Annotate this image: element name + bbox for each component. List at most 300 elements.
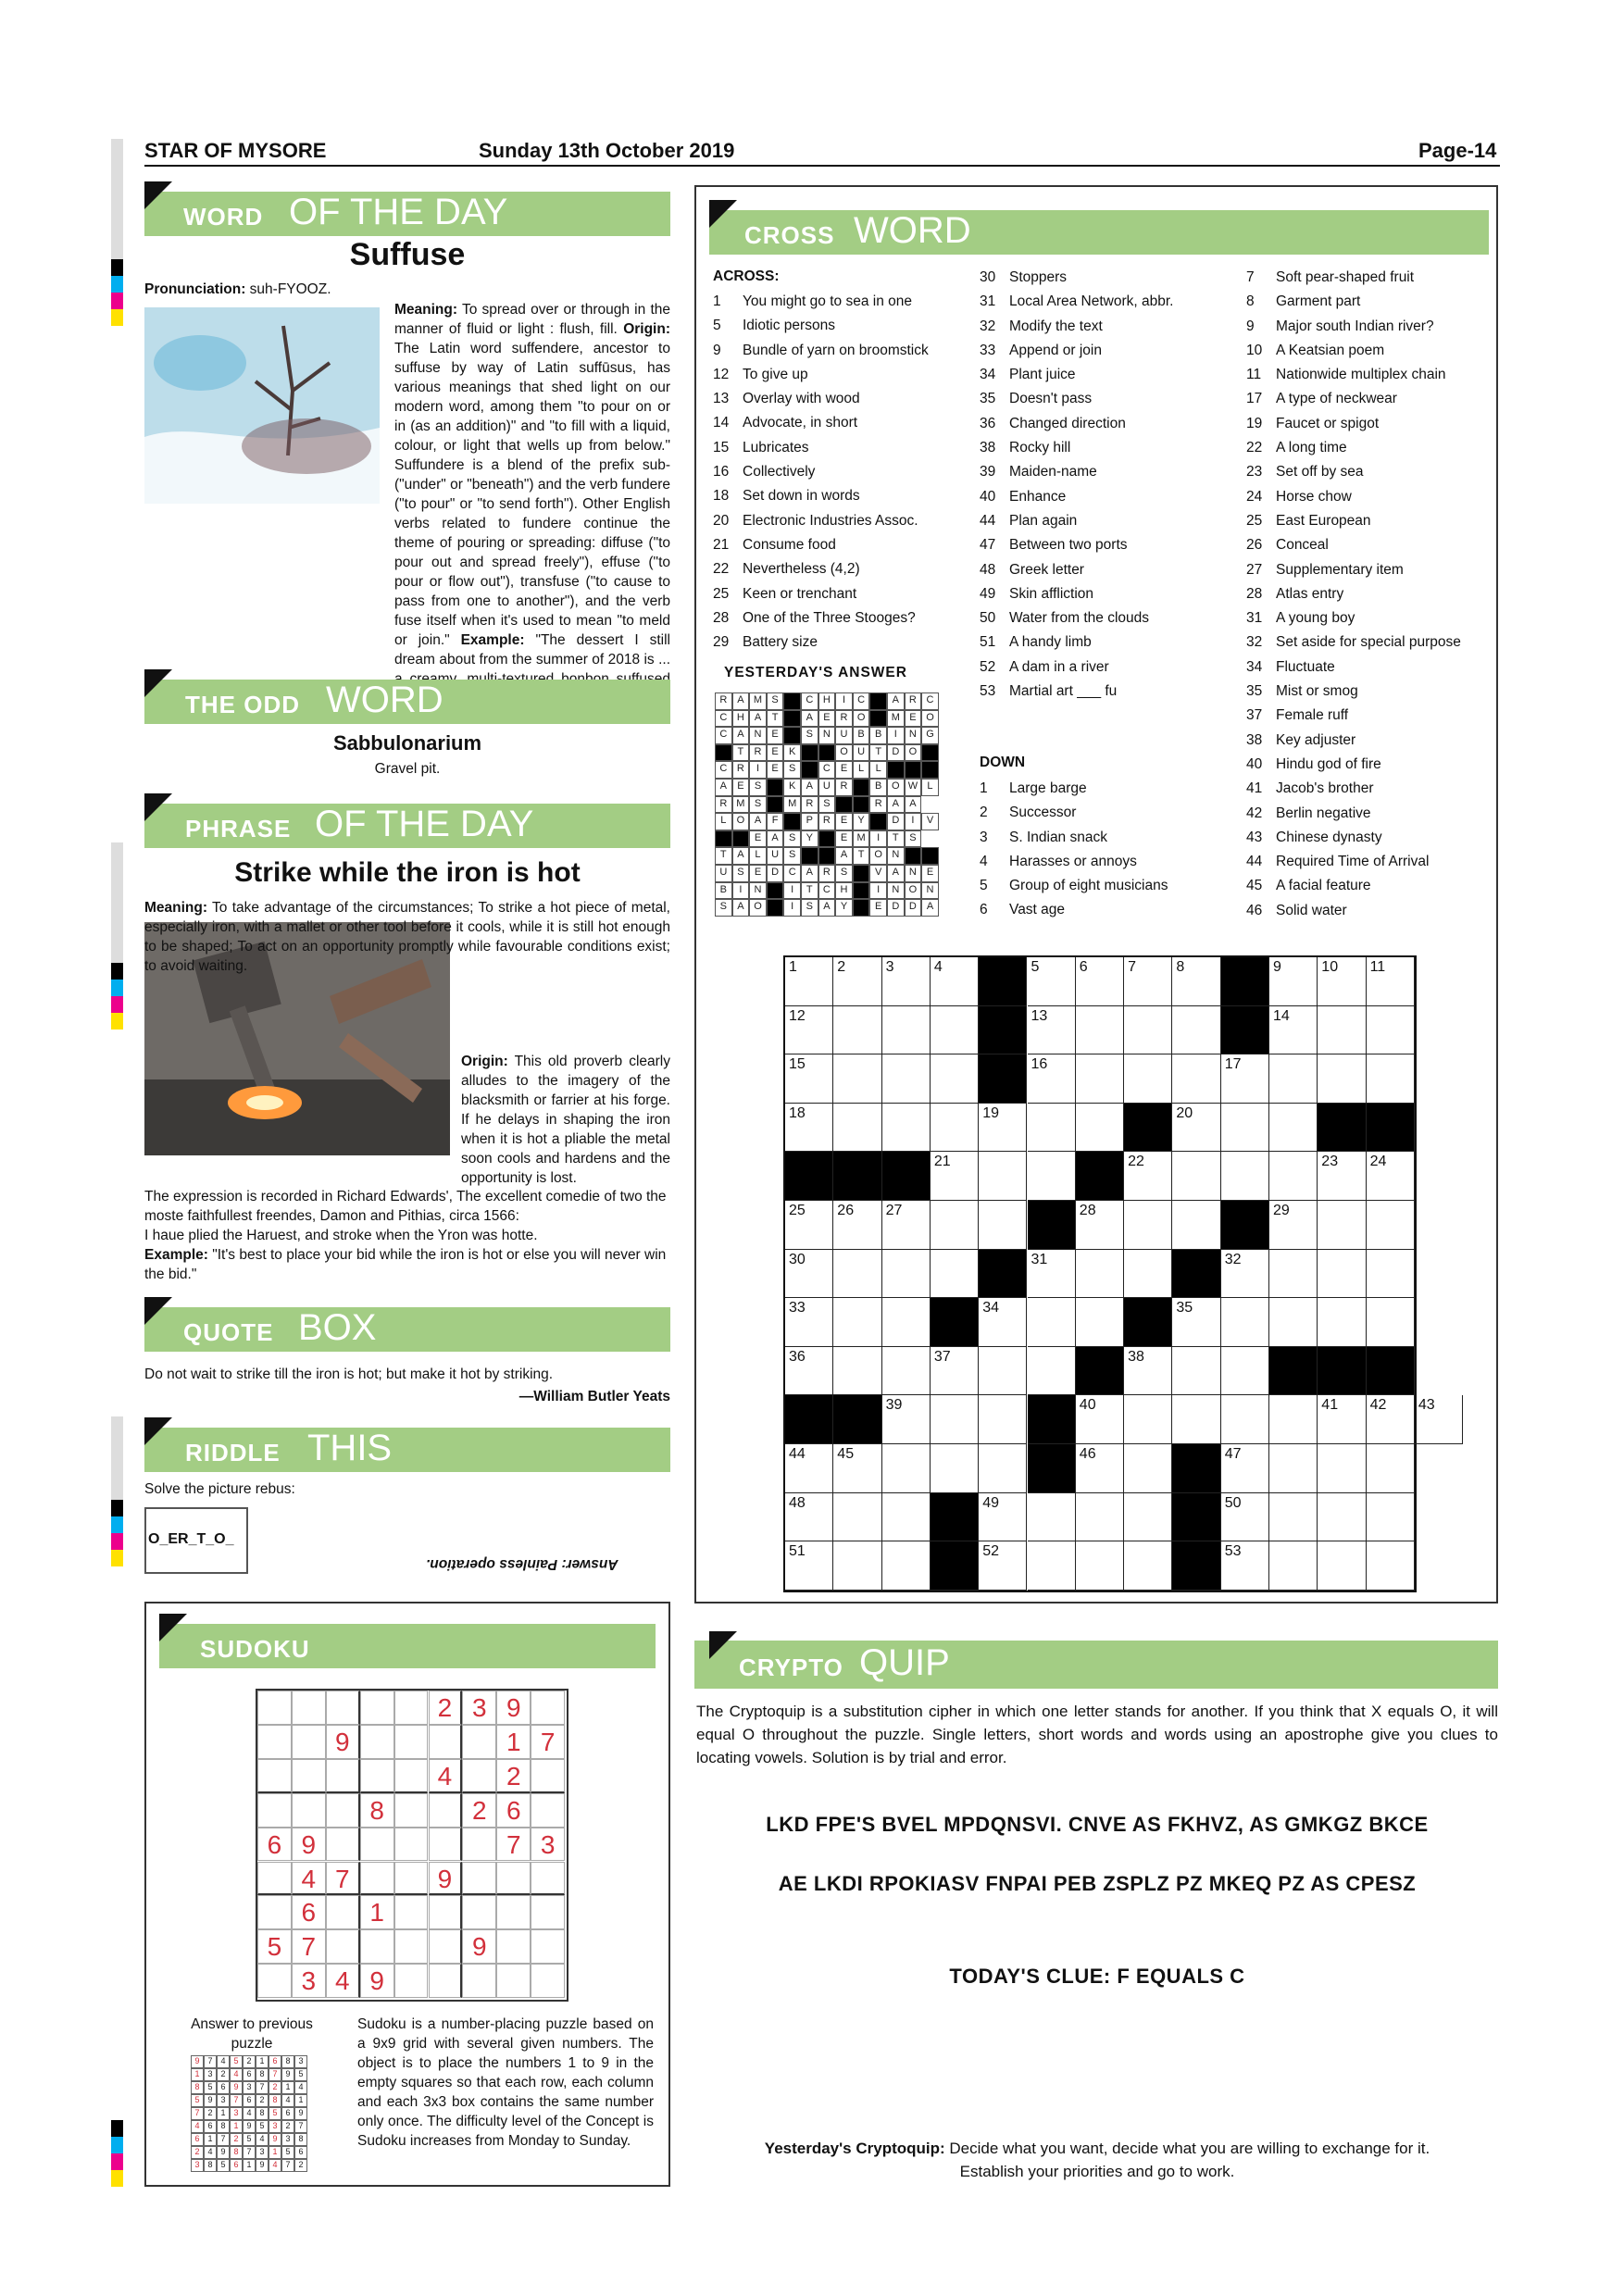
clue-text: Required Time of Arrival (1276, 854, 1430, 870)
crossword-cell[interactable] (833, 1541, 881, 1591)
crossword-cell[interactable]: 15 (785, 1054, 833, 1104)
crossword-cell[interactable] (1172, 1006, 1220, 1055)
sudoku-empty-cell[interactable] (326, 1759, 360, 1793)
crossword-cell[interactable] (833, 1054, 881, 1104)
crossword-cell[interactable] (979, 1152, 1027, 1201)
band-label-large: WORD (326, 680, 443, 720)
prev-puzzle-cell: 4 (269, 2159, 281, 2172)
crossword-cell[interactable]: 31 (1028, 1250, 1076, 1299)
clue-number: 35 (1246, 683, 1263, 700)
phrase-origin (461, 1052, 670, 1188)
sudoku-empty-cell[interactable] (496, 1895, 531, 1929)
crossword-cell[interactable]: 46 (1076, 1444, 1124, 1493)
prev-puzzle-cell: 8 (281, 2055, 294, 2068)
crossword-cell[interactable]: 48 (785, 1493, 833, 1542)
crossword-cell[interactable] (1269, 1493, 1318, 1542)
crossword-cell[interactable]: 44 (785, 1444, 833, 1493)
sudoku-empty-cell[interactable] (292, 1691, 326, 1725)
crossword-cell[interactable] (931, 1444, 979, 1493)
clue (980, 412, 1174, 436)
crossword-cell[interactable] (1028, 1298, 1076, 1347)
crossword-cell[interactable]: 50 (1221, 1493, 1269, 1542)
sudoku-empty-cell[interactable] (531, 1964, 565, 1998)
prev-puzzle-cell: 5 (191, 2094, 204, 2107)
odd-word-title: Sabbulonarium (332, 731, 482, 755)
crossword-cell[interactable] (931, 1104, 979, 1153)
clue-number: 48 (980, 561, 996, 578)
crossword-cell[interactable] (931, 1006, 979, 1055)
clue-number: 29 (713, 634, 730, 651)
answer-cell: S (783, 830, 801, 848)
answer-cell: A (715, 779, 732, 796)
crossword-cell[interactable] (1269, 1541, 1318, 1591)
crossword-cell[interactable]: 12 (785, 1006, 833, 1055)
crossword-cell[interactable] (1172, 1152, 1220, 1201)
crossword-cell[interactable] (979, 1444, 1027, 1493)
meaning-text: To spread over or through in the manner of fluid or light : flush, fill. (394, 302, 670, 337)
crossword-cell[interactable] (1172, 1201, 1220, 1250)
crossword-cell[interactable] (882, 1006, 931, 1055)
sudoku-empty-cell[interactable] (360, 1929, 394, 1964)
answer-cell: L (921, 779, 939, 796)
crossword-cell[interactable] (882, 1054, 931, 1104)
crossword-cell[interactable] (1367, 1201, 1415, 1250)
crossword-cell[interactable] (1076, 1054, 1124, 1104)
sudoku-empty-cell[interactable] (531, 1929, 565, 1964)
crossword-cell[interactable] (882, 1444, 931, 1493)
crossword-cell[interactable]: 23 (1318, 1152, 1366, 1201)
sudoku-empty-cell[interactable] (360, 1691, 394, 1725)
sudoku-empty-cell[interactable] (394, 1691, 429, 1725)
sudoku-empty-cell[interactable] (257, 1759, 292, 1793)
crossword-cell[interactable]: 41 (1318, 1395, 1366, 1444)
crossword-cell[interactable] (1028, 1104, 1076, 1153)
answer-black-cell (853, 882, 870, 900)
crossword-cell[interactable] (882, 1104, 931, 1153)
crossword-cell[interactable]: 2 (833, 957, 881, 1006)
crossword-cell[interactable]: 29 (1269, 1201, 1318, 1250)
answer-cell: P (801, 813, 818, 830)
sudoku-given-cell: 1 (496, 1725, 531, 1759)
crossword-cell[interactable]: 52 (979, 1541, 1027, 1591)
crossword-cell[interactable] (1318, 1493, 1366, 1542)
clue (713, 290, 929, 314)
clue-text: Consume food (743, 536, 836, 553)
crossword-cell[interactable] (1367, 1250, 1415, 1299)
crossword-cell[interactable] (1318, 1444, 1366, 1493)
crossword-cell[interactable] (1172, 1347, 1220, 1396)
clue-number: 9 (713, 342, 721, 358)
sudoku-empty-cell[interactable] (462, 1759, 496, 1793)
clue-text: Harasses or annoys (1009, 853, 1137, 869)
clue-number: 19 (1246, 415, 1263, 431)
answer-cell: M (749, 693, 767, 710)
sudoku-empty-cell[interactable] (394, 1895, 429, 1929)
crossword-cell[interactable] (882, 1493, 931, 1542)
crossword-cell[interactable] (1269, 1152, 1318, 1201)
answer-cell: E (921, 865, 939, 882)
prev-puzzle-cell: 9 (294, 2107, 307, 2120)
clue-text: Maiden-name (1009, 464, 1097, 480)
answer-black-cell (853, 865, 870, 882)
crossword-cell[interactable] (833, 1250, 881, 1299)
crossword-cell[interactable]: 20 (1172, 1104, 1220, 1153)
clue-number: 52 (980, 658, 996, 675)
crossword-cell[interactable] (1221, 1152, 1269, 1201)
yesterday-cryptoquip-line-2: Establish your priorities and go to work. (959, 2163, 1235, 2180)
sudoku-given-cell: 2 (429, 1691, 463, 1725)
prev-puzzle-cell: 7 (256, 2081, 269, 2094)
clue-number: 32 (1246, 634, 1263, 651)
answer-cell: S (715, 899, 732, 917)
prev-puzzle-cell: 4 (256, 2133, 269, 2146)
sudoku-empty-cell[interactable] (326, 1691, 360, 1725)
sudoku-empty-cell[interactable] (257, 1895, 292, 1929)
sudoku-empty-cell[interactable] (257, 1862, 292, 1896)
crossword-cell[interactable]: 33 (785, 1298, 833, 1347)
crossword-cell[interactable]: 10 (1318, 957, 1366, 1006)
crossword-cell[interactable] (1318, 1054, 1366, 1104)
answer-black-cell (783, 727, 801, 744)
pronunciation-value: suh-FYOOZ. (245, 281, 331, 297)
registration-yellow (111, 1550, 123, 1566)
crossword-cell[interactable] (1124, 1250, 1172, 1299)
clue (1246, 485, 1461, 509)
crossword-cell[interactable]: 26 (833, 1201, 881, 1250)
prev-puzzle-cell: 1 (281, 2081, 294, 2094)
crossword-cell[interactable] (1028, 1152, 1076, 1201)
crossword-cell[interactable] (1269, 1298, 1318, 1347)
crossword-cell[interactable] (833, 1493, 881, 1542)
crossword-cell[interactable] (979, 1395, 1027, 1444)
answer-cell: R (818, 813, 836, 830)
sudoku-empty-cell[interactable] (429, 1964, 463, 1998)
prev-puzzle-cell: 5 (269, 2107, 281, 2120)
answer-cell: A (801, 865, 818, 882)
sudoku-empty-cell[interactable] (531, 1895, 565, 1929)
crossword-cell[interactable] (882, 1250, 931, 1299)
crossword-cell[interactable]: 38 (1124, 1347, 1172, 1396)
crossword-cell[interactable] (833, 1006, 881, 1055)
crossword-cell[interactable] (1367, 1054, 1415, 1104)
crossword-cell[interactable] (1367, 1541, 1415, 1591)
crossword-cell[interactable] (1124, 1493, 1172, 1542)
crossword-cell[interactable] (1124, 1006, 1172, 1055)
crossword-cell[interactable] (1172, 1395, 1220, 1444)
crossword-cell[interactable]: 11 (1367, 957, 1415, 1006)
clue (980, 850, 1168, 874)
crossword-cell[interactable]: 51 (785, 1541, 833, 1591)
sudoku-empty-cell[interactable] (462, 1964, 496, 1998)
answer-black-cell (767, 899, 784, 917)
crossword-cell[interactable]: 43 (1415, 1395, 1463, 1444)
sudoku-empty-cell[interactable] (429, 1929, 463, 1964)
crossword-cell[interactable] (979, 1201, 1027, 1250)
answer-cell: T (853, 847, 870, 865)
crossword-cell[interactable] (931, 1054, 979, 1104)
sudoku-empty-cell[interactable] (257, 1964, 292, 1998)
crossword-cell[interactable] (1318, 1201, 1366, 1250)
crossword-cell[interactable] (882, 1541, 931, 1591)
answer-cell: T (732, 744, 750, 762)
crossword-cell[interactable] (1124, 1541, 1172, 1591)
answer-cell: N (905, 865, 922, 882)
sudoku-empty-cell[interactable] (394, 1929, 429, 1964)
prev-puzzle-cell: 3 (230, 2107, 243, 2120)
clue-text: Garment part (1276, 293, 1361, 310)
sudoku-empty-cell[interactable] (360, 1828, 394, 1862)
answer-cell: R (732, 761, 750, 779)
answer-cell: L (869, 761, 887, 779)
crossword-cell[interactable]: 13 (1028, 1006, 1076, 1055)
sudoku-empty-cell[interactable] (429, 1793, 463, 1828)
crossword-cell[interactable] (1269, 1104, 1318, 1153)
crossword-cell[interactable]: 17 (1221, 1054, 1269, 1104)
crossword-cell[interactable] (1028, 1541, 1076, 1591)
crossword-cell[interactable] (833, 1298, 881, 1347)
crossword-cell[interactable] (1076, 1541, 1124, 1591)
registration-black (111, 259, 123, 276)
crossword-cell[interactable]: 4 (931, 957, 979, 1006)
crossword-cell[interactable] (1172, 1054, 1220, 1104)
crossword-cell[interactable] (1124, 1054, 1172, 1104)
answer-cell: I (869, 882, 887, 900)
crossword-cell[interactable]: 36 (785, 1347, 833, 1396)
sudoku-given-cell: 9 (360, 1964, 394, 1998)
crossword-cell[interactable]: 5 (1028, 957, 1076, 1006)
crossword-cell[interactable] (1124, 1201, 1172, 1250)
answer-cell: A (905, 796, 922, 814)
sudoku-empty-cell[interactable] (531, 1691, 565, 1725)
sudoku-empty-cell[interactable] (360, 1862, 394, 1896)
crossword-cell[interactable]: 9 (1269, 957, 1318, 1006)
clue (1246, 606, 1461, 630)
crossword-cell[interactable] (931, 1250, 979, 1299)
crossword-cell[interactable] (882, 1298, 931, 1347)
sudoku-empty-cell[interactable] (326, 1828, 360, 1862)
sudoku-empty-cell[interactable] (292, 1759, 326, 1793)
clue-text: Enhance (1009, 488, 1067, 505)
crossword-cell[interactable]: 6 (1076, 957, 1124, 1006)
answer-cell: R (818, 865, 836, 882)
crossword-cell[interactable] (1367, 1006, 1415, 1055)
crossword-cell[interactable] (1367, 1493, 1415, 1542)
crossword-cell[interactable] (1124, 1444, 1172, 1493)
clue (980, 630, 1174, 655)
crossword-cell[interactable]: 45 (833, 1444, 881, 1493)
sudoku-empty-cell[interactable] (496, 1964, 531, 1998)
prev-puzzle-cell: 4 (281, 2094, 294, 2107)
crossword-cell[interactable] (1076, 1104, 1124, 1153)
crossword-cell[interactable] (1028, 1347, 1076, 1396)
sudoku-empty-cell[interactable] (257, 1793, 292, 1828)
crossword-cell[interactable]: 16 (1028, 1054, 1076, 1104)
crossword-cell[interactable] (1221, 1395, 1269, 1444)
answer-cell: I (887, 727, 905, 744)
sudoku-empty-cell[interactable] (531, 1793, 565, 1828)
crossword-black-cell (979, 1006, 1027, 1055)
crossword-cell[interactable] (833, 1347, 881, 1396)
crossword-cell[interactable] (1318, 1541, 1366, 1591)
clue-text: East European (1276, 512, 1371, 529)
clue (980, 777, 1168, 801)
crossword-cell[interactable] (1221, 1347, 1269, 1396)
answer-black-cell (835, 796, 853, 814)
crossword-cell[interactable]: 27 (882, 1201, 931, 1250)
crossword-cell[interactable] (1076, 1250, 1124, 1299)
crossword-cell[interactable]: 21 (931, 1152, 979, 1201)
crossword-cell[interactable]: 18 (785, 1104, 833, 1153)
clue-text: Keen or trenchant (743, 585, 857, 602)
clue (1246, 460, 1461, 484)
crossword-cell[interactable]: 42 (1367, 1395, 1415, 1444)
sudoku-empty-cell[interactable] (394, 1964, 429, 1998)
sudoku-empty-cell[interactable] (360, 1725, 394, 1759)
crossword-cell[interactable] (1028, 1493, 1076, 1542)
clue-number: 34 (980, 367, 996, 383)
phrase-title: Strike while the iron is hot (234, 857, 581, 888)
prev-puzzle-cell: 9 (256, 2159, 269, 2172)
prev-puzzle-cell: 5 (256, 2120, 269, 2133)
clue-number: 42 (1246, 805, 1263, 821)
crossword-cell[interactable] (1076, 1006, 1124, 1055)
crossword-cell[interactable]: 3 (882, 957, 931, 1006)
sudoku-given-cell: 2 (462, 1793, 496, 1828)
answer-cell: D (887, 744, 905, 762)
crossword-cell[interactable] (979, 1347, 1027, 1396)
prev-puzzle-label: Answer to previous puzzle (191, 2016, 313, 2052)
crossword-cell[interactable] (1318, 1298, 1366, 1347)
clue (1246, 582, 1461, 606)
crossword-cell[interactable] (1221, 1104, 1269, 1153)
crossword-cell[interactable]: 28 (1076, 1201, 1124, 1250)
sudoku-empty-cell[interactable] (462, 1828, 496, 1862)
crossword-cell[interactable]: 1 (785, 957, 833, 1006)
crossword-cell[interactable] (1269, 1395, 1318, 1444)
crossword-cell[interactable]: 8 (1172, 957, 1220, 1006)
sudoku-given-cell: 9 (292, 1828, 326, 1862)
sudoku-empty-cell[interactable] (394, 1828, 429, 1862)
crossword-cell[interactable] (931, 1201, 979, 1250)
sudoku-empty-cell[interactable] (429, 1725, 463, 1759)
crossword-cell[interactable] (1367, 1298, 1415, 1347)
crossword-cell[interactable]: 40 (1076, 1395, 1124, 1444)
crossword-cell[interactable]: 39 (882, 1395, 931, 1444)
crossword-cell[interactable]: 35 (1172, 1298, 1220, 1347)
crossword-cell[interactable]: 24 (1367, 1152, 1415, 1201)
crossword-cell[interactable]: 25 (785, 1201, 833, 1250)
crossword-cell[interactable] (1367, 1444, 1415, 1493)
sudoku-empty-cell[interactable] (292, 1725, 326, 1759)
crossword-cell[interactable] (1269, 1054, 1318, 1104)
sudoku-empty-cell[interactable] (429, 1895, 463, 1929)
sudoku-empty-cell[interactable] (496, 1929, 531, 1964)
sudoku-empty-cell[interactable] (531, 1862, 565, 1896)
sudoku-empty-cell[interactable] (257, 1725, 292, 1759)
crossword-cell[interactable]: 49 (979, 1493, 1027, 1542)
clue-number: 27 (1246, 561, 1263, 578)
sudoku-empty-cell[interactable] (394, 1862, 429, 1896)
clue-text: Advocate, in short (743, 415, 858, 431)
sudoku-empty-cell[interactable] (326, 1895, 360, 1929)
answer-black-cell (801, 761, 818, 779)
sudoku-empty-cell[interactable] (531, 1759, 565, 1793)
sudoku-empty-cell[interactable] (326, 1929, 360, 1964)
answer-black-cell (783, 813, 801, 830)
sudoku-empty-cell[interactable] (429, 1828, 463, 1862)
sudoku-empty-cell[interactable] (257, 1691, 292, 1725)
crossword-cell[interactable] (1221, 1298, 1269, 1347)
crossword-cell[interactable] (882, 1347, 931, 1396)
crossword-cell[interactable]: 53 (1221, 1541, 1269, 1591)
answer-cell: A (887, 865, 905, 882)
prev-puzzle-cell: 7 (230, 2094, 243, 2107)
crossword-cell[interactable] (1076, 1298, 1124, 1347)
sudoku-empty-cell[interactable] (394, 1725, 429, 1759)
sudoku-empty-cell[interactable] (394, 1793, 429, 1828)
band-label-small: WORD (183, 203, 264, 231)
crossword-black-cell (931, 1298, 979, 1347)
sudoku-band (159, 1624, 656, 1668)
clue-number: 8 (1246, 293, 1255, 310)
crossword-cell[interactable] (1269, 1444, 1318, 1493)
sudoku-empty-cell[interactable] (326, 1793, 360, 1828)
sudoku-empty-cell[interactable] (462, 1895, 496, 1929)
answer-black-cell (767, 882, 784, 900)
crossword-cell[interactable]: 47 (1221, 1444, 1269, 1493)
sudoku-given-cell: 7 (326, 1862, 360, 1896)
clue-number: 51 (980, 634, 996, 651)
clue-text: Soft pear-shaped fruit (1276, 269, 1415, 285)
prev-puzzle-cell: 3 (256, 2146, 269, 2159)
crossword-cell[interactable] (833, 1104, 881, 1153)
clue-number: 1 (713, 293, 721, 309)
crossword-cell[interactable]: 34 (979, 1298, 1027, 1347)
crossword-black-cell (979, 1250, 1027, 1299)
answer-black-cell (853, 796, 870, 814)
crossword-cell[interactable] (931, 1395, 979, 1444)
crossword-cell[interactable]: 7 (1124, 957, 1172, 1006)
sudoku-empty-cell[interactable] (462, 1862, 496, 1896)
band-label-large: BOX (298, 1307, 377, 1348)
registration-black (111, 1500, 123, 1516)
clue-number: 14 (713, 415, 730, 431)
answer-cell: D (905, 899, 922, 917)
crossword-cell[interactable]: 22 (1124, 1152, 1172, 1201)
sudoku-given-cell: 5 (257, 1929, 292, 1964)
sudoku-empty-cell[interactable] (360, 1759, 394, 1793)
crossword-cell[interactable]: 32 (1221, 1250, 1269, 1299)
sudoku-empty-cell[interactable] (462, 1725, 496, 1759)
sudoku-empty-cell[interactable] (292, 1793, 326, 1828)
band-label-small: THE ODD (185, 691, 300, 718)
crossword-cell[interactable] (1269, 1250, 1318, 1299)
crossword-cell[interactable] (1318, 1006, 1366, 1055)
crossword-cell[interactable]: 14 (1269, 1006, 1318, 1055)
answer-cell: U (767, 847, 784, 865)
sudoku-empty-cell[interactable] (496, 1862, 531, 1896)
answer-black-cell (801, 744, 818, 762)
answer-cell: K (783, 779, 801, 796)
crossword-cell[interactable] (1124, 1395, 1172, 1444)
sudoku-empty-cell[interactable] (394, 1759, 429, 1793)
crossword-cell[interactable] (1318, 1250, 1366, 1299)
crossword-cell[interactable]: 30 (785, 1250, 833, 1299)
crossword-cell[interactable]: 19 (979, 1104, 1027, 1153)
crossword-cell[interactable] (1076, 1493, 1124, 1542)
crossword-cell[interactable]: 37 (931, 1347, 979, 1396)
prev-puzzle-cell: 6 (230, 2159, 243, 2172)
